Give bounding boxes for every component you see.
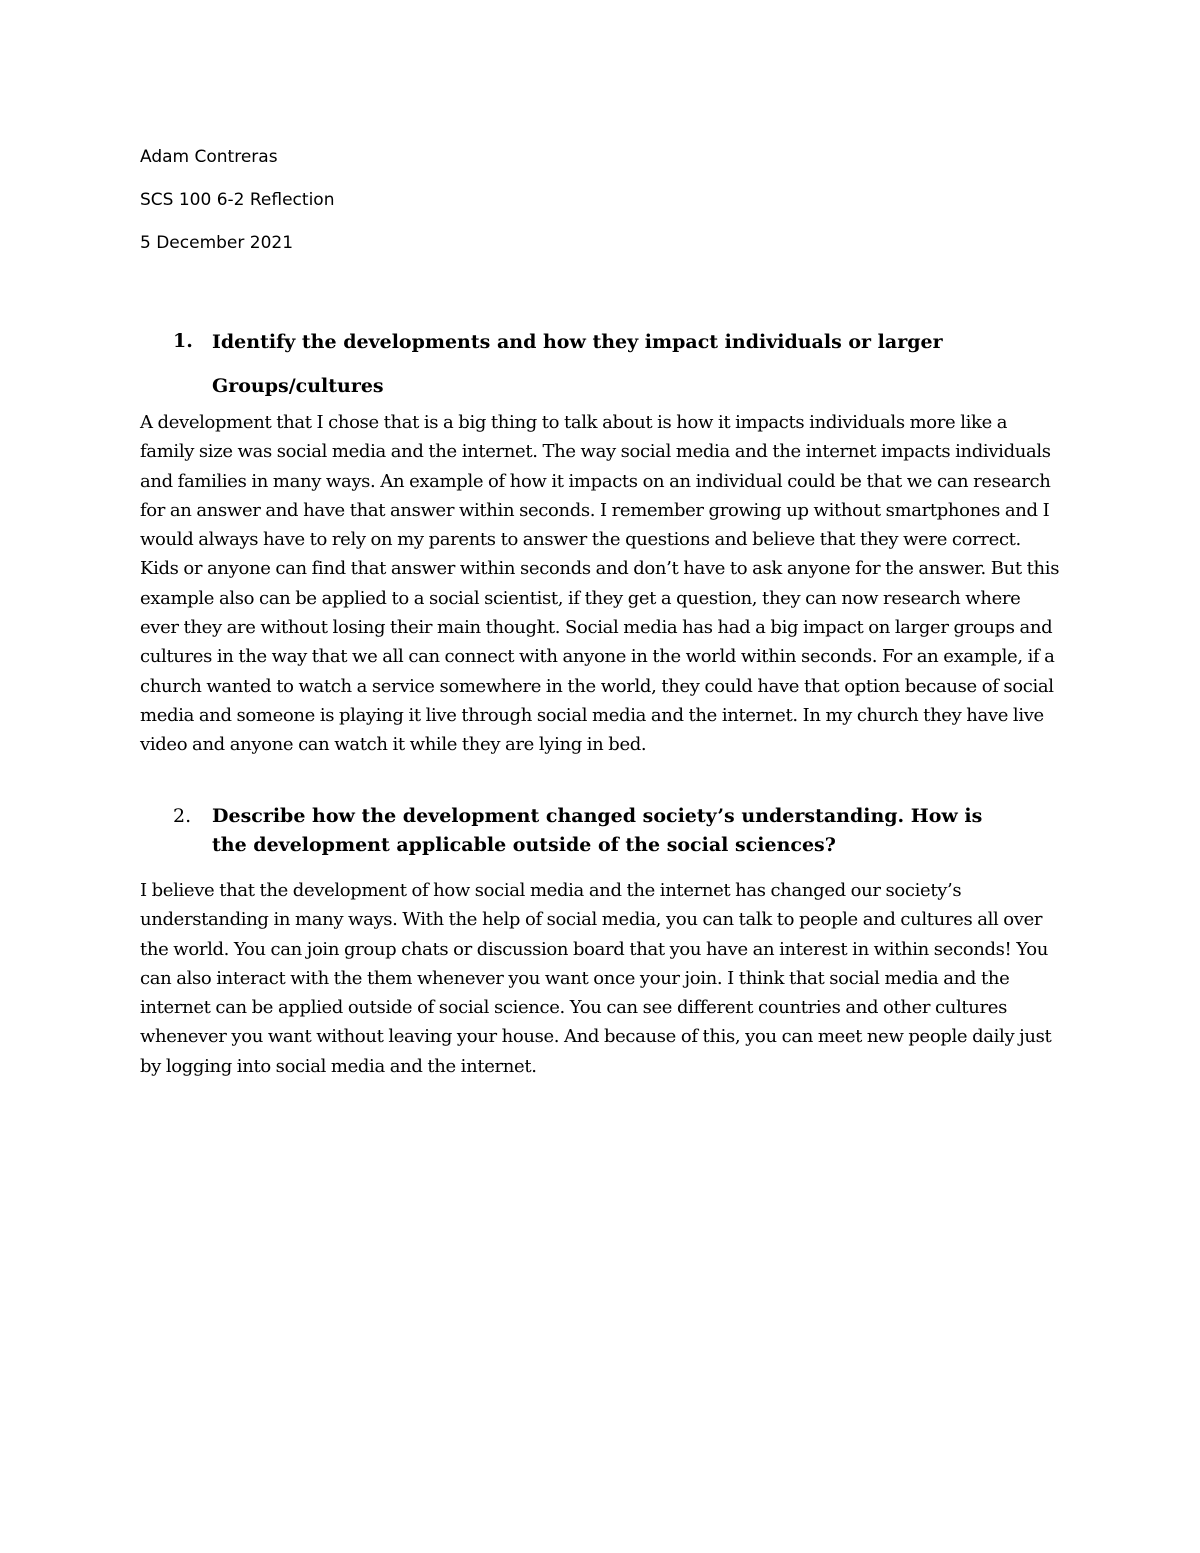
document-date: 5 December 2021: [140, 233, 294, 253]
question-2-number: 2.: [173, 805, 192, 827]
question-2: [140, 802, 1000, 860]
question-2-text: Describe how the development changed society’s understanding. How is the development applicable outside of the social sciences?: [212, 805, 983, 856]
course-title: SCS 100 6-2 Reflection: [140, 190, 335, 210]
question-1: [140, 320, 1020, 408]
author-name: Adam Contreras: [140, 147, 278, 167]
question-1-text: Identify the developments and how they impact individuals or larger Groups/cultures: [212, 331, 943, 397]
question-1-number: 1.: [173, 330, 193, 352]
answer-2-paragraph: I believe that the development of how social media and the internet has changed our society’s understanding in many ways. With the help of social media, you can talk to people and cultures all over the world. You can join group chats or discussion board that you have an interest in within seconds! You can also interact with the them whenever you want once your join. I think that social media and the internet can be applied outside of social science. You can see different countries and other cultures whenever you want without leaving your house. And because of this, you can meet new people daily just by logging into social media and the internet.: [140, 880, 1052, 1077]
answer-1-paragraph: A development that I chose that is a big thing to talk about is how it impacts individuals more like a family size was social media and the internet. The way social media and the internet impacts individuals and families in many ways. An example of how it impacts on an individual could be that we can research for an answer and have that answer within seconds. I remember growing up without smartphones and I would always have to rely on my parents to answer the questions and believe that they were correct. Kids or anyone can find that answer within seconds and don’t have to ask anyone for the answer. But this example also can be applied to a social scientist, if they get a question, they can now research where ever they are without losing their main thought. Social media has had a big impact on larger groups and cultures in the way that we all can connect with anyone in the world within seconds. For an example, if a church wanted to watch a service somewhere in the world, they could have that option because of social media and someone is playing it live through social media and the internet. In my church they have live video and anyone can watch it while they are lying in bed.: [140, 412, 1060, 756]
